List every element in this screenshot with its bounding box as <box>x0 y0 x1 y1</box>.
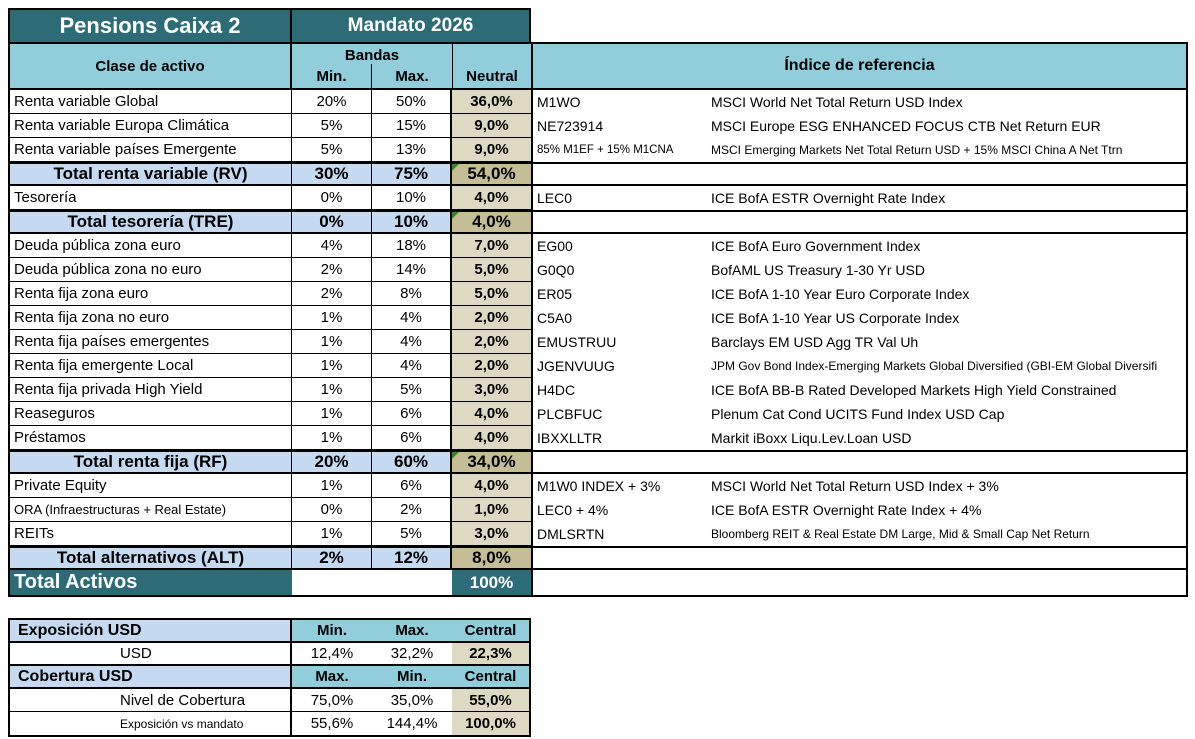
cell-neutral: 4,0% <box>452 186 533 210</box>
cell-min: 1% <box>292 330 372 354</box>
cell-reference-index <box>533 354 1186 378</box>
header-max: Max. <box>395 67 429 85</box>
cell-reference-index <box>533 212 1186 232</box>
table-row <box>10 162 1186 186</box>
cell-reference-index <box>533 330 1186 354</box>
table-row <box>10 474 1186 498</box>
main-rows <box>10 90 1186 595</box>
cell-reference-index <box>533 426 1186 450</box>
table-row <box>10 522 1186 546</box>
index-description: Barclays EM USD Agg TR Val Uh <box>711 334 919 350</box>
cell-reference-index <box>533 474 1186 498</box>
cell-min: 1% <box>292 354 372 378</box>
cell-neutral: 8,0% <box>452 548 533 568</box>
table-row <box>10 498 1186 522</box>
table-row <box>10 234 1186 258</box>
cell-min: 0% <box>292 498 372 522</box>
cell-asset-class: Préstamos <box>10 426 292 450</box>
cell-max: 4% <box>372 330 452 354</box>
cell-max: 15% <box>372 114 452 138</box>
index-ticker: H4DC <box>537 382 576 398</box>
usd-table-row <box>10 689 529 712</box>
index-ticker: C5A0 <box>537 310 573 326</box>
header-bands-group <box>292 44 452 88</box>
cell-max: 6% <box>372 474 452 498</box>
cell-reference-index <box>533 186 1186 210</box>
header-reference-index: Índice de referencia <box>784 57 935 74</box>
cell-asset-class: REITs <box>10 522 292 546</box>
usd-col3-value: Central <box>452 666 529 687</box>
cell-reference-index <box>533 548 1186 568</box>
cell-reference-index <box>533 522 1186 546</box>
cell-reference-index <box>533 234 1186 258</box>
table-row <box>10 282 1186 306</box>
cell-min: 20% <box>292 452 372 472</box>
cell-max: 4% <box>372 306 452 330</box>
usd-col1-value: Max. <box>292 666 372 687</box>
cell-min: 1% <box>292 378 372 402</box>
usd-row-label: USD <box>10 643 292 664</box>
usd-col2-value: 144,4% <box>386 715 438 732</box>
cell-reference-index <box>533 306 1186 330</box>
table-row <box>10 306 1186 330</box>
cell-asset-class: Reaseguros <box>10 402 292 426</box>
cell-asset-class: Deuda pública zona euro <box>10 234 292 258</box>
usd-row-label: Nivel de Cobertura <box>10 689 292 711</box>
table-row <box>10 258 1186 282</box>
cell-max: 13% <box>372 138 452 162</box>
index-ticker: G0Q0 <box>537 262 575 278</box>
cell-asset-class: Renta fija zona euro <box>10 282 292 306</box>
table-row <box>10 570 1186 595</box>
index-ticker: M1WO <box>537 94 581 110</box>
usd-col3-value: 22,3% <box>452 643 529 664</box>
cell-asset-class: Deuda pública zona no euro <box>10 258 292 282</box>
cell-min: 0% <box>292 212 372 232</box>
index-description: ICE BofA Euro Government Index <box>711 238 921 254</box>
cell-min: 2% <box>292 282 372 306</box>
cell-asset-class: Total renta variable (RV) <box>10 164 292 184</box>
table-row <box>10 354 1186 378</box>
table-row <box>10 186 1186 210</box>
index-description: ICE BofA 1-10 Year US Corporate Index <box>711 310 960 326</box>
cell-asset-class: ORA (Infraestructuras + Real Estate) <box>10 498 292 522</box>
usd-row-label: Exposición vs mandato <box>10 712 292 735</box>
cell-max: 50% <box>372 90 452 114</box>
cell-min: 5% <box>292 138 372 162</box>
table-row <box>10 90 1186 114</box>
cell-asset-class: Renta fija emergente Local <box>10 354 292 378</box>
cell-asset-class: Total tesorería (TRE) <box>10 212 292 232</box>
usd-table-row <box>10 643 529 666</box>
cell-max: 18% <box>372 234 452 258</box>
cell-max: 75% <box>372 164 452 184</box>
cell-max: 4% <box>372 354 452 378</box>
index-ticker: NE723914 <box>537 118 604 134</box>
cell-reference-index <box>533 452 1186 472</box>
usd-exposure-table <box>8 618 531 737</box>
table-row <box>10 210 1186 234</box>
cell-neutral: 54,0% <box>452 164 533 184</box>
index-description: ICE BofA ESTR Overnight Rate Index + 4% <box>711 502 982 518</box>
header-bandas: Bandas <box>344 47 400 64</box>
cell-neutral: 1,0% <box>452 498 533 522</box>
table-row <box>10 138 1186 162</box>
header-asset-class: Clase de activo <box>10 44 292 88</box>
usd-col2-value: Min. <box>372 666 452 687</box>
usd-col2-value: 35,0% <box>390 691 434 709</box>
cell-min: 2% <box>292 258 372 282</box>
title-bar <box>8 8 531 42</box>
cell-reference-index <box>533 258 1186 282</box>
cell-neutral: 4,0% <box>452 426 533 450</box>
cell-asset-class: Renta variable países Emergente <box>10 138 292 162</box>
index-ticker: PLCBFUC <box>537 406 603 422</box>
cell-max: 10% <box>372 212 452 232</box>
index-ticker: LEC0 <box>537 190 573 206</box>
table-row <box>10 426 1186 450</box>
table-row <box>10 450 1186 474</box>
usd-col1-value: 55,6% <box>310 715 354 732</box>
cell-min: 2% <box>292 548 372 568</box>
cell-asset-class: Total renta fija (RF) <box>10 452 292 472</box>
usd-table-row <box>10 712 529 735</box>
cell-flag-triangle <box>452 164 459 171</box>
cell-neutral: 3,0% <box>452 378 533 402</box>
cell-neutral: 5,0% <box>452 258 533 282</box>
table-row <box>10 330 1186 354</box>
cell-neutral: 5,0% <box>452 282 533 306</box>
cell-min: 1% <box>292 402 372 426</box>
usd-col2-value: Max. <box>372 620 452 641</box>
cell-asset-class: Total alternativos (ALT) <box>10 548 292 568</box>
index-description: Bloomberg REIT & Real Estate DM Large, Mid & Small Cap Net Return <box>711 527 1090 541</box>
cell-max: 6% <box>372 426 452 450</box>
table-row <box>10 546 1186 570</box>
index-ticker: IBXXLLTR <box>537 430 603 446</box>
cell-asset-class: Renta fija zona no euro <box>10 306 292 330</box>
plan-title: Pensions Caixa 2 <box>10 10 292 42</box>
cell-neutral: 9,0% <box>452 138 533 162</box>
cell-asset-class: Renta fija países emergentes <box>10 330 292 354</box>
cell-flag-triangle <box>452 212 459 219</box>
index-ticker: ER05 <box>537 286 573 302</box>
cell-neutral: 2,0% <box>452 354 533 378</box>
cell-reference-index <box>533 138 1186 162</box>
cell-max: 10% <box>372 186 452 210</box>
grand-total-value: 100% <box>452 570 533 595</box>
cell-neutral: 34,0% <box>452 452 533 472</box>
grand-total-index-spacer <box>533 570 1186 595</box>
cell-neutral: 4,0% <box>452 212 533 232</box>
index-ticker: DMLSRTN <box>537 526 605 542</box>
index-ticker: LEC0 + 4% <box>537 502 609 518</box>
index-ticker: JGENVUUG <box>537 358 615 374</box>
index-ticker: EMUSTRUU <box>537 334 617 350</box>
header-neutral-col <box>452 44 533 88</box>
index-description: JPM Gov Bond Index-Emerging Markets Global Diversified (GBI-EM Global Diversifi <box>711 359 1158 373</box>
cell-neutral: 36,0% <box>452 90 533 114</box>
grand-total-spacer <box>292 570 452 595</box>
usd-col1-value: Min. <box>292 620 372 641</box>
cell-neutral: 9,0% <box>452 114 533 138</box>
index-description: MSCI World Net Total Return USD Index <box>711 94 963 110</box>
cell-reference-index <box>533 114 1186 138</box>
table-row <box>10 114 1186 138</box>
cell-neutral: 3,0% <box>452 522 533 546</box>
cell-max: 12% <box>372 548 452 568</box>
usd-col2-value: 32,2% <box>390 645 434 662</box>
table-row <box>10 378 1186 402</box>
allocation-table <box>8 42 1188 597</box>
cell-neutral: 2,0% <box>452 306 533 330</box>
index-description: ICE BofA BB-B Rated Developed Markets High Yield Constrained <box>711 382 1117 398</box>
cell-neutral: 7,0% <box>452 234 533 258</box>
cell-max: 6% <box>372 402 452 426</box>
cell-reference-index <box>533 90 1186 114</box>
index-description: MSCI Europe ESG ENHANCED FOCUS CTB Net Return EUR <box>711 118 1101 134</box>
index-ticker: EG00 <box>537 238 573 254</box>
cell-reference-index <box>533 402 1186 426</box>
cell-max: 8% <box>372 282 452 306</box>
header-min: Min. <box>292 64 372 88</box>
cell-min: 1% <box>292 426 372 450</box>
cell-flag-triangle <box>452 452 459 459</box>
table-header <box>10 44 1186 90</box>
cell-min: 0% <box>292 186 372 210</box>
index-ticker: M1W0 INDEX + 3% <box>537 478 661 494</box>
usd-col1-value: 75,0% <box>310 691 354 709</box>
cell-max: 2% <box>372 498 452 522</box>
cell-max: 5% <box>372 522 452 546</box>
index-description: MSCI Emerging Markets Net Total Return USD + 15% MSCI China A Net Ttrn <box>711 143 1123 157</box>
cell-asset-class: Renta fija privada High Yield <box>10 378 292 402</box>
cell-max: 5% <box>372 378 452 402</box>
usd-table-row <box>10 666 529 689</box>
cell-min: 1% <box>292 306 372 330</box>
index-ticker: 85% M1EF + 15% M1CNA <box>537 144 674 156</box>
cell-min: 20% <box>292 90 372 114</box>
cell-neutral: 2,0% <box>452 330 533 354</box>
header-neutral: Neutral <box>466 67 518 85</box>
cell-min: 4% <box>292 234 372 258</box>
cell-reference-index <box>533 164 1186 184</box>
cell-asset-class: Tesorería <box>10 186 292 210</box>
index-description: Markit iBoxx Liqu.Lev.Loan USD <box>711 430 912 446</box>
mandate-title: Mandato 2026 <box>292 10 529 42</box>
table-row <box>10 402 1186 426</box>
cell-asset-class: Renta variable Global <box>10 90 292 114</box>
cell-neutral: 4,0% <box>452 402 533 426</box>
cell-reference-index <box>533 498 1186 522</box>
index-description: ICE BofA 1-10 Year Euro Corporate Index <box>711 286 970 302</box>
cell-asset-class: Private Equity <box>10 474 292 498</box>
cell-reference-index <box>533 378 1186 402</box>
usd-row-label: Exposición USD <box>10 620 292 641</box>
cell-min: 1% <box>292 522 372 546</box>
usd-col3-value: 100,0% <box>452 712 529 735</box>
cell-min: 1% <box>292 474 372 498</box>
index-description: ICE BofA ESTR Overnight Rate Index <box>711 190 946 206</box>
cell-min: 30% <box>292 164 372 184</box>
cell-max: 60% <box>372 452 452 472</box>
usd-col3-value: 55,0% <box>452 689 529 711</box>
usd-table-row <box>10 620 529 643</box>
usd-row-label: Cobertura USD <box>10 666 292 687</box>
grand-total-label: Total Activos <box>10 570 292 595</box>
cell-max: 14% <box>372 258 452 282</box>
cell-min: 5% <box>292 114 372 138</box>
index-description: MSCI World Net Total Return USD Index + 3% <box>711 478 999 494</box>
cell-neutral: 4,0% <box>452 474 533 498</box>
cell-reference-index <box>533 282 1186 306</box>
usd-col3-value: Central <box>452 620 529 641</box>
index-description: BofAML US Treasury 1-30 Yr USD <box>711 262 925 278</box>
usd-col1-value: 12,4% <box>310 645 354 662</box>
index-description: Plenum Cat Cond UCITS Fund Index USD Cap <box>711 406 1005 422</box>
cell-asset-class: Renta variable Europa Climática <box>10 114 292 138</box>
